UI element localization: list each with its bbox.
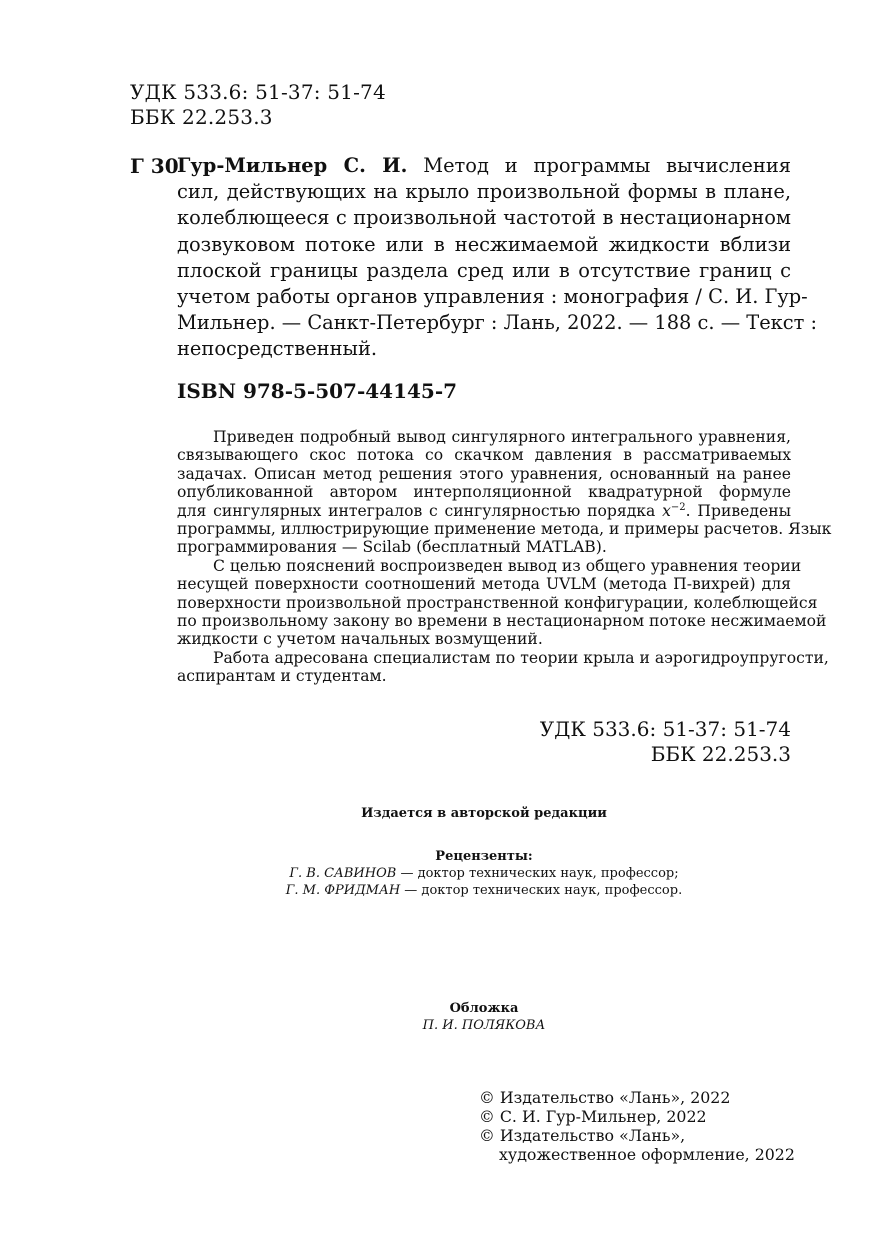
- abstract-line: поверхности произвольной пространственной конфигурации, колеблющейся: [177, 593, 818, 612]
- math-variable: x: [662, 501, 671, 520]
- record-author: Гур-Мильнер С. И.: [177, 154, 408, 177]
- edition-note: Издается в авторской редакции: [361, 806, 607, 821]
- udk-code: УДК 533.6: 51-37: 51-74: [539, 717, 791, 741]
- record-line: дозвуковом потоке или в несжимаемой жидкости вблизи: [177, 232, 791, 256]
- bbk-code: ББК 22.253.3: [130, 105, 273, 129]
- reviewer-name: Г. В. САВИНОВ: [289, 866, 397, 881]
- copyright-line: художественное оформление, 2022: [499, 1145, 795, 1164]
- abstract-line: задачах. Описан метод решения этого уравнения, основанный на ранее: [177, 464, 791, 483]
- abstract-line: несущей поверхности соотношений метода UVLM (метода П-вихрей) для: [177, 575, 791, 594]
- udk-code: УДК 533.6: 51-37: 51-74: [130, 80, 386, 104]
- abstract-line: связывающего скос потока со скачком давления в рассматриваемых: [177, 446, 791, 465]
- isbn: ISBN 978-5-507-44145-7: [177, 379, 458, 403]
- abstract-line: жидкости с учетом начальных возмущений.: [177, 630, 543, 649]
- cover-heading: Обложка: [449, 1001, 519, 1016]
- abstract-line: программирования — Scilab (бесплатный MATLAB).: [177, 538, 607, 557]
- reviewer-entry: [0, 865, 875, 882]
- record-line: плоской границы раздела сред или в отсутствие границ с: [177, 258, 791, 282]
- abstract-line: аспирантам и студентам.: [177, 667, 387, 686]
- author-mark: Г 30: [130, 154, 179, 178]
- record-line: непосредственный.: [177, 337, 378, 361]
- copyright-line: © Издательство «Лань»,: [479, 1126, 686, 1145]
- abstract-line: для сингулярных интегралов с сингулярностью порядка $x^{-2}$. Приведены: [177, 501, 792, 520]
- copyright-line: © Издательство «Лань», 2022: [479, 1088, 731, 1107]
- abstract: [177, 428, 832, 686]
- abstract-line: Приведен подробный вывод сингулярного интегрального уравнения,: [213, 428, 791, 446]
- abstract-line: опубликованной автором интерполяционной квадратурной формуле: [177, 483, 791, 502]
- reviewers: [0, 848, 875, 899]
- record-line: колеблющееся с произвольной частотой в нестационарном: [177, 206, 791, 230]
- reviewer-role: — доктор технических наук, профессор.: [400, 883, 683, 898]
- reviewers-heading: Рецензенты:: [435, 849, 533, 864]
- abstract-line: программы, иллюстрирующие применение метода, и примеры расчетов. Язык: [177, 520, 832, 539]
- cover-credit: [0, 1000, 875, 1034]
- abstract-line: по произвольному закону во времени в нестационарном потоке несжимаемой: [177, 612, 827, 631]
- reviewer-role: — доктор технических наук, профессор;: [396, 866, 679, 881]
- cover-designer: П. И. ПОЛЯКОВА: [422, 1018, 546, 1033]
- abstract-line: Работа адресована специалистам по теории крыла и аэрогидроупругости,: [213, 648, 829, 667]
- copyright-block: [479, 1088, 795, 1164]
- bibliographic-record: [177, 153, 818, 363]
- bottom-classification: [540, 717, 791, 767]
- record-line: учетом работы органов управления : монография / С. И. Гур-: [177, 285, 808, 309]
- math-exponent: −2: [670, 501, 686, 513]
- record-line: Гур-Мильнер С. И. Метод и программы вычисления: [177, 154, 791, 177]
- abstract-line: С целью пояснений воспроизведен вывод из общего уравнения теории: [213, 556, 802, 575]
- top-classification: [130, 80, 386, 130]
- record-line: Мильнер. — Санкт-Петербург : Лань, 2022. — 188 с. — Текст :: [177, 311, 818, 335]
- reviewer-name: Г. М. ФРИДМАН: [285, 883, 401, 898]
- record-line: сил, действующих на крыло произвольной формы в плане,: [177, 180, 791, 204]
- reviewer-entry: [0, 882, 875, 899]
- bbk-code: ББК 22.253.3: [650, 742, 791, 766]
- copyright-line: © С. И. Гур-Мильнер, 2022: [479, 1107, 707, 1126]
